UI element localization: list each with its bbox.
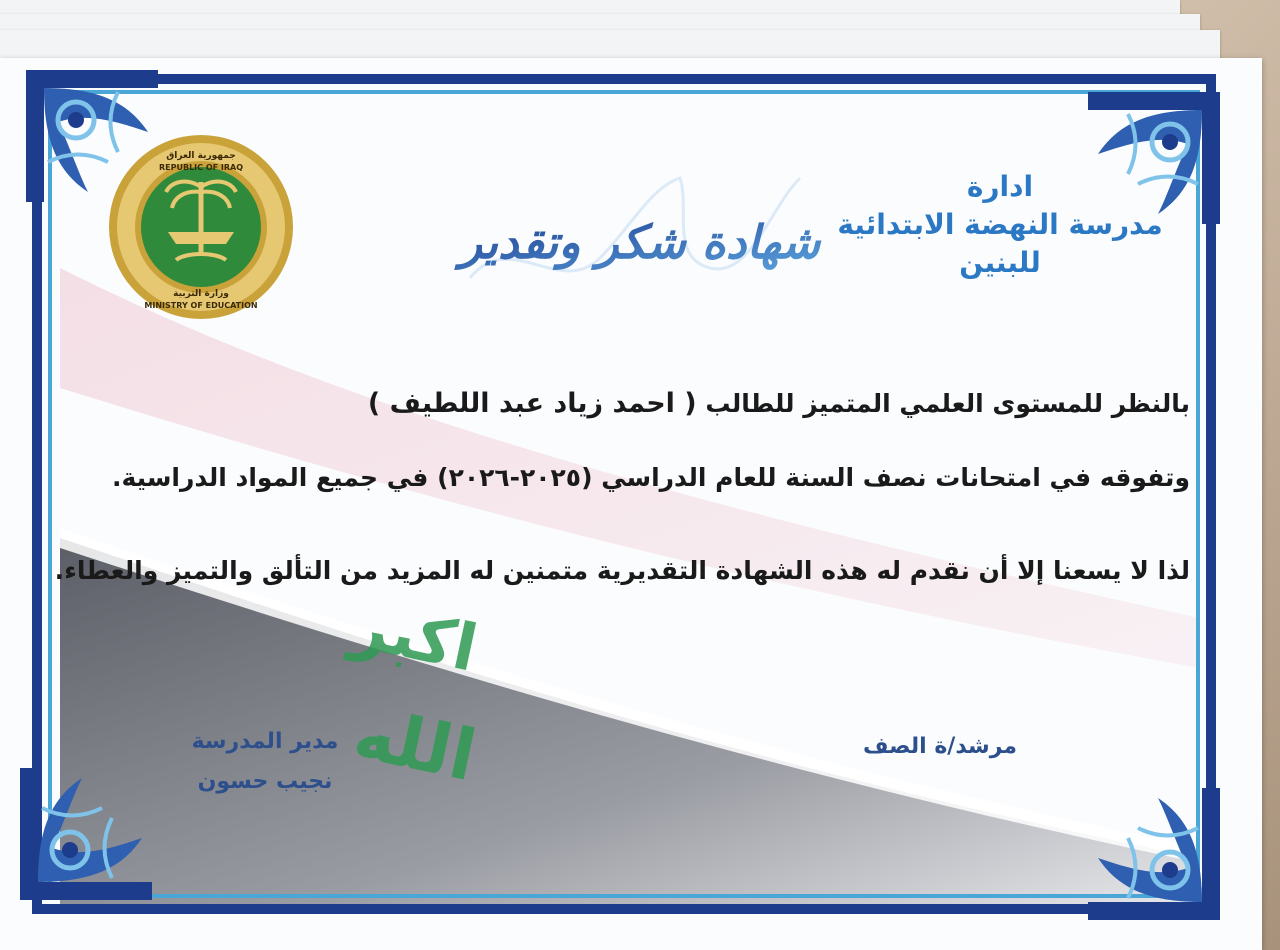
body-line-3-text: لذا لا يسعنا إلا أن نقدم له هذه الشهادة التقديرية متمنين له المزيد من التألق والتميز والعطاء. — [54, 556, 1190, 585]
corner-ornament-icon — [12, 758, 162, 908]
school-admin-label: ادارة — [966, 170, 1034, 203]
school-header — [820, 168, 1180, 282]
ministry-emblem-icon — [106, 132, 296, 322]
body-line-2-prefix: وتفوقه في امتحانات نصف السنة للعام الدراسي — [601, 463, 1190, 492]
counselor-title: مرشد/ة الصف — [862, 734, 1017, 759]
body-line-1 — [70, 388, 1190, 419]
title-text: شهادة شكر وتقدير — [459, 215, 821, 269]
body-line-3 — [54, 556, 1190, 585]
corner-ornament-icon — [1078, 778, 1228, 928]
counselor-signature — [830, 734, 1050, 759]
flag-word-allah: الله — [347, 691, 483, 798]
school-name: مدرسة النهضة الابتدائية — [837, 208, 1163, 241]
emblem-top-ar: جمهورية العراق — [166, 151, 236, 161]
school-gender: للبنين — [959, 246, 1041, 279]
principal-signature — [170, 722, 360, 802]
academic-year: (٢٠٢٥-٢٠٢٦) — [437, 463, 593, 492]
body-line-2 — [70, 463, 1190, 492]
student-name: ( احمد زياد عبد اللطيف ) — [367, 388, 697, 419]
body-line-1-prefix: بالنظر للمستوى العلمي المتميز للطالب — [705, 389, 1190, 418]
emblem-top-en: REPUBLIC OF IRAQ — [159, 163, 243, 172]
principal-title: مدير المدرسة — [191, 729, 339, 754]
emblem-bottom-en: MINISTRY OF EDUCATION — [144, 301, 258, 310]
certificate-sheet — [0, 58, 1262, 950]
body-line-2-suffix: في جميع المواد الدراسية. — [111, 463, 429, 492]
flag-word-akbar: اكبر — [345, 588, 484, 687]
certificate-title — [450, 148, 830, 308]
principal-name: نجيب حسون — [197, 769, 333, 794]
emblem-bottom-ar: وزارة التربية — [173, 289, 229, 299]
